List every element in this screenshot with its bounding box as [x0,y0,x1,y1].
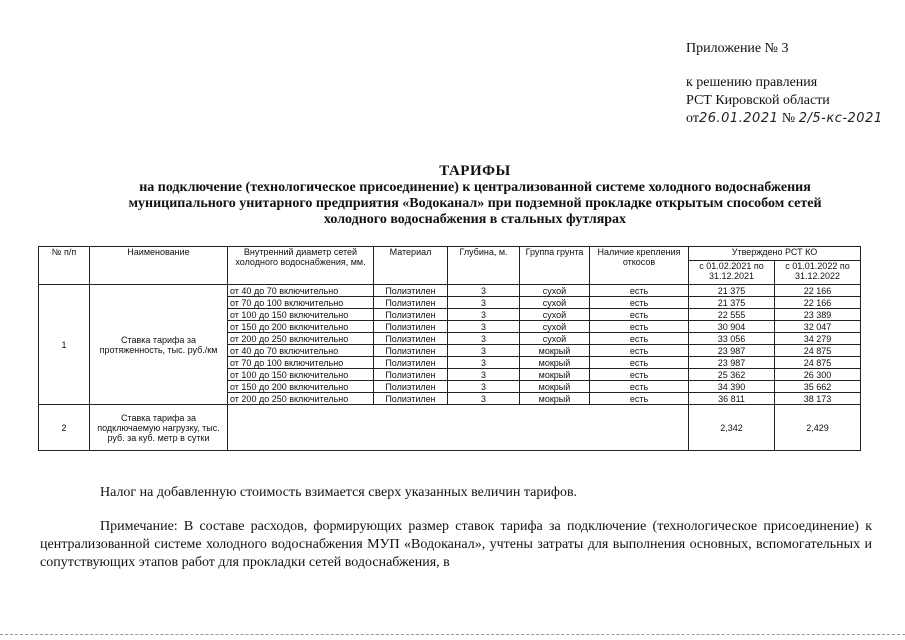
appendix-title: Приложение № 3 [686,41,789,56]
cell-depth: 3 [448,309,520,321]
cell-depth: 3 [448,369,520,381]
cell-material: Полиэтилен [374,357,448,369]
group2-name: Ставка тарифа за подключаемую нагрузку, тыс. руб. за куб. метр в сутки [90,405,228,451]
group1-name: Ставка тарифа за протяженность, тыс. руб./км [90,285,228,405]
cell-soil: сухой [520,321,590,333]
cell-slopes: есть [590,369,689,381]
cell-material: Полиэтилен [374,345,448,357]
group2-value-2021: 2,342 [689,405,775,451]
cell-material: Полиэтилен [374,321,448,333]
tariff-table [38,246,861,451]
cell-diameter: от 150 до 200 включительно [228,321,374,333]
cell-value-2022: 22 166 [775,297,861,309]
cell-value-2021: 21 375 [689,297,775,309]
group2-num: 2 [39,405,90,451]
cell-value-2021: 23 987 [689,345,775,357]
handwritten-number: 2/5-кс-2021 [798,111,883,126]
cell-slopes: есть [590,309,689,321]
cell-depth: 3 [448,357,520,369]
cell-diameter: от 40 до 70 включительно [228,345,374,357]
header-num: № п/п [39,247,90,285]
heading-line-2: муниципального унитарного предприятия «Водоканал» при подземной прокладке открытым способом сетей [128,196,822,211]
cell-diameter: от 100 до 150 включительно [228,309,374,321]
remark-paragraph: Примечание: В составе расходов, формирующих размер ставок тарифа за подключение (технологическое присоединение) к централизованной системе холодного водоснабжения МУП «Водоканал», учтены затраты для выполнения основных, вспомогательных и сопутствующих этапов работ для прокладки сетей водоснабжения, в [40,519,872,570]
cell-slopes: есть [590,321,689,333]
header-material: Материал [374,247,448,285]
cell-depth: 3 [448,393,520,405]
cell-soil: мокрый [520,369,590,381]
cell-value-2021: 34 390 [689,381,775,393]
heading-line-1: на подключение (технологическое присоединение) к централизованной системе холодного водоснабжения [139,180,811,195]
cell-diameter: от 70 до 100 включительно [228,297,374,309]
cell-soil: мокрый [520,345,590,357]
cell-slopes: есть [590,285,689,297]
cell-slopes: есть [590,345,689,357]
cell-depth: 3 [448,297,520,309]
cell-slopes: есть [590,357,689,369]
document-title: ТАРИФЫ [439,163,511,179]
cell-diameter: от 70 до 100 включительно [228,357,374,369]
cell-diameter: от 200 до 250 включительно [228,393,374,405]
cell-material: Полиэтилен [374,393,448,405]
cell-depth: 3 [448,333,520,345]
cell-material: Полиэтилен [374,285,448,297]
cell-value-2022: 24 875 [775,357,861,369]
cell-value-2021: 21 375 [689,285,775,297]
cell-material: Полиэтилен [374,309,448,321]
cell-soil: сухой [520,297,590,309]
cell-depth: 3 [448,345,520,357]
handwritten-date: 26.01.2021 [698,111,779,126]
header-period-2022: с 01.01.2022 по 31.12.2022 [775,261,861,285]
cell-value-2021: 22 555 [689,309,775,321]
cell-diameter: от 40 до 70 включительно [228,285,374,297]
cell-diameter: от 200 до 250 включительно [228,333,374,345]
date-prefix: от [686,111,699,126]
header-approved: Утверждено РСТ КО [689,247,861,261]
cell-diameter: от 150 до 200 включительно [228,381,374,393]
appendix-authority-line: РСТ Кировской области [686,93,830,108]
cell-soil: мокрый [520,381,590,393]
header-soil: Группа грунта [520,247,590,285]
cell-value-2022: 32 047 [775,321,861,333]
number-prefix: № [781,111,796,126]
cell-slopes: есть [590,297,689,309]
group2-value-2022: 2,429 [775,405,861,451]
cell-soil: мокрый [520,393,590,405]
cell-soil: сухой [520,285,590,297]
cell-value-2022: 23 389 [775,309,861,321]
cell-soil: мокрый [520,357,590,369]
cell-material: Полиэтилен [374,381,448,393]
heading-line-3: холодного водоснабжения в стальных футлярах [323,212,627,227]
table-row [39,405,861,451]
cell-slopes: есть [590,393,689,405]
cell-value-2022: 26 300 [775,369,861,381]
cell-value-2022: 22 166 [775,285,861,297]
cell-slopes: есть [590,381,689,393]
cell-value-2021: 30 904 [689,321,775,333]
table-row [39,285,861,297]
cell-diameter: от 100 до 150 включительно [228,369,374,381]
cell-value-2022: 35 662 [775,381,861,393]
cell-value-2021: 25 362 [689,369,775,381]
header-slopes: Наличие крепления откосов [590,247,689,285]
header-diameter: Внутренний диаметр сетей холодного водоснабжения, мм. [228,247,374,285]
vat-note: Налог на добавленную стоимость взимается сверх указанных величин тарифов. [100,485,578,500]
header-period-2021: с 01.02.2021 по 31.12.2021 [689,261,775,285]
cell-material: Полиэтилен [374,369,448,381]
page-bottom-divider [0,634,905,635]
header-name: Наименование [90,247,228,285]
appendix-decision-line: к решению правления [686,75,818,90]
cell-value-2021: 23 987 [689,357,775,369]
cell-slopes: есть [590,333,689,345]
cell-value-2022: 38 173 [775,393,861,405]
group2-empty-cell [228,405,689,451]
header-depth: Глубина, м. [448,247,520,285]
cell-soil: сухой [520,309,590,321]
cell-depth: 3 [448,321,520,333]
appendix-date-line [686,110,883,128]
cell-depth: 3 [448,381,520,393]
cell-material: Полиэтилен [374,297,448,309]
group1-num: 1 [39,285,90,405]
cell-value-2022: 24 875 [775,345,861,357]
cell-value-2021: 33 056 [689,333,775,345]
cell-depth: 3 [448,285,520,297]
cell-soil: сухой [520,333,590,345]
cell-value-2022: 34 279 [775,333,861,345]
cell-material: Полиэтилен [374,333,448,345]
cell-value-2021: 36 811 [689,393,775,405]
